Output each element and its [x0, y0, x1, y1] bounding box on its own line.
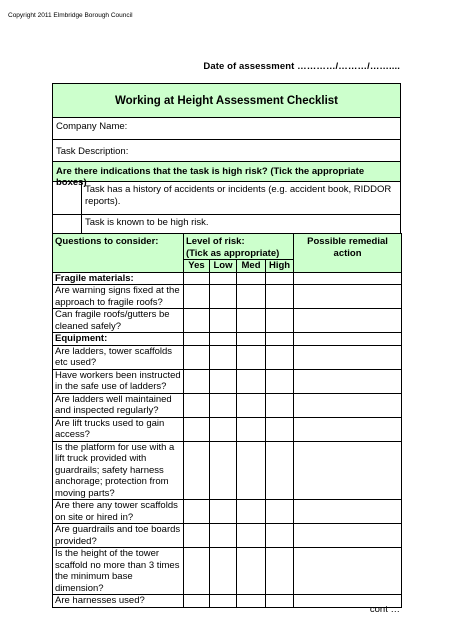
- low-tick-cell[interactable]: [210, 548, 237, 595]
- table-row: [53, 309, 402, 333]
- continued-note: cont …: [369, 604, 400, 615]
- section-heading: Equipment:: [53, 333, 184, 346]
- indicator-text: Task is known to be high risk.: [85, 217, 209, 228]
- question-text: Have workers been instructed in the safe use of ladders?: [53, 369, 184, 393]
- low-tick-cell[interactable]: [210, 595, 237, 608]
- task-info-box: [52, 117, 401, 235]
- med-tick-cell[interactable]: [237, 524, 266, 548]
- question-text: Are ladders well maintained and inspected regularly?: [53, 393, 184, 417]
- indicator-checkbox[interactable]: [53, 215, 82, 234]
- med-tick-cell[interactable]: [237, 441, 266, 500]
- blank-cell: [266, 272, 294, 285]
- low-tick-cell[interactable]: [210, 524, 237, 548]
- med-tick-cell[interactable]: [237, 309, 266, 333]
- remedial-action-cell[interactable]: [294, 345, 402, 369]
- task-description-field[interactable]: Task Description:: [53, 140, 400, 162]
- low-tick-cell[interactable]: [210, 369, 237, 393]
- table-row: [53, 417, 402, 441]
- section-row: [53, 333, 402, 346]
- remedial-action-header: Possible remedial action: [294, 234, 402, 273]
- indicator-checkbox[interactable]: [53, 182, 82, 214]
- company-name-field[interactable]: Company Name:: [53, 117, 400, 140]
- high-risk-question: Are there indications that the task is high risk? (Tick the appropriate boxes): [53, 162, 400, 182]
- remedial-action-cell[interactable]: [294, 500, 402, 524]
- blank-cell: [237, 272, 266, 285]
- question-text: Is the platform for use with a lift truck provided with guardrails; safety harness anchorage; protection from moving parts?: [53, 441, 184, 500]
- page-title: Working at Height Assessment Checklist: [52, 83, 401, 118]
- level-header-line1: Level of risk:: [186, 236, 245, 247]
- high-tick-cell[interactable]: [266, 548, 294, 595]
- table-row: [53, 548, 402, 595]
- remedial-action-cell[interactable]: [294, 524, 402, 548]
- high-tick-cell[interactable]: [266, 393, 294, 417]
- low-tick-cell[interactable]: [210, 345, 237, 369]
- blank-cell: [184, 333, 210, 346]
- table-row: [53, 441, 402, 500]
- table-row: [53, 393, 402, 417]
- table-row: [53, 345, 402, 369]
- questions-header: Questions to consider:: [53, 234, 184, 273]
- table-row: [53, 595, 402, 608]
- section-heading: Fragile materials:: [53, 272, 184, 285]
- yes-tick-cell[interactable]: [184, 595, 210, 608]
- copyright-notice: Copyright 2011 Elmbridge Borough Council: [8, 12, 133, 19]
- blank-cell: [237, 333, 266, 346]
- yes-tick-cell[interactable]: [184, 369, 210, 393]
- high-tick-cell[interactable]: [266, 417, 294, 441]
- med-tick-cell[interactable]: [237, 393, 266, 417]
- yes-tick-cell[interactable]: [184, 285, 210, 309]
- remedial-action-cell[interactable]: [294, 441, 402, 500]
- remedial-action-cell[interactable]: [294, 369, 402, 393]
- med-tick-cell[interactable]: [237, 548, 266, 595]
- med-tick-cell[interactable]: [237, 500, 266, 524]
- indicator-row: [53, 182, 400, 215]
- high-tick-cell[interactable]: [266, 500, 294, 524]
- table-row: [53, 500, 402, 524]
- high-tick-cell[interactable]: [266, 285, 294, 309]
- blank-cell: [184, 272, 210, 285]
- yes-tick-cell[interactable]: [184, 500, 210, 524]
- low-tick-cell[interactable]: [210, 417, 237, 441]
- blank-cell: [210, 272, 237, 285]
- blank-cell: [266, 333, 294, 346]
- question-text: Is the height of the tower scaffold no more than 3 times the minimum base dimension?: [53, 548, 184, 595]
- high-tick-cell[interactable]: [266, 309, 294, 333]
- remedial-action-cell[interactable]: [294, 548, 402, 595]
- question-text: Are lift trucks used to gain access?: [53, 417, 184, 441]
- section-row: [53, 272, 402, 285]
- indicator-row: [53, 215, 400, 234]
- blank-cell: [210, 333, 237, 346]
- remedial-action-cell[interactable]: [294, 417, 402, 441]
- question-text: Are ladders, tower scaffolds etc used?: [53, 345, 184, 369]
- question-text: Are guardrails and toe boards provided?: [53, 524, 184, 548]
- table-row: [53, 524, 402, 548]
- level-high-header: High: [266, 260, 294, 273]
- risk-checklist-table: [52, 233, 402, 608]
- level-yes-header: Yes: [184, 260, 210, 273]
- yes-tick-cell[interactable]: [184, 524, 210, 548]
- med-tick-cell[interactable]: [237, 345, 266, 369]
- med-tick-cell[interactable]: [237, 369, 266, 393]
- question-text: Are harnesses used?: [53, 595, 184, 608]
- med-tick-cell[interactable]: [237, 595, 266, 608]
- level-low-header: Low: [210, 260, 237, 273]
- yes-tick-cell[interactable]: [184, 393, 210, 417]
- high-tick-cell[interactable]: [266, 524, 294, 548]
- indicator-text: Task has a history of accidents or incidents (e.g. accident book, RIDDOR reports).: [85, 184, 392, 207]
- high-tick-cell[interactable]: [266, 369, 294, 393]
- table-row: [53, 369, 402, 393]
- yes-tick-cell[interactable]: [184, 309, 210, 333]
- remedial-action-cell[interactable]: [294, 309, 402, 333]
- question-text: Can fragile roofs/gutters be cleaned safely?: [53, 309, 184, 333]
- date-of-assessment: Date of assessment …………/………/……....: [203, 61, 400, 72]
- yes-tick-cell[interactable]: [184, 441, 210, 500]
- low-tick-cell[interactable]: [210, 309, 237, 333]
- low-tick-cell[interactable]: [210, 441, 237, 500]
- level-of-risk-header: [184, 234, 294, 260]
- question-text: Are warning signs fixed at the approach to fragile roofs?: [53, 285, 184, 309]
- low-tick-cell[interactable]: [210, 285, 237, 309]
- yes-tick-cell[interactable]: [184, 417, 210, 441]
- remedial-action-cell[interactable]: [294, 285, 402, 309]
- med-tick-cell[interactable]: [237, 285, 266, 309]
- high-tick-cell[interactable]: [266, 345, 294, 369]
- high-tick-cell[interactable]: [266, 595, 294, 608]
- table-row: [53, 285, 402, 309]
- blank-cell: [294, 333, 402, 346]
- med-tick-cell[interactable]: [237, 417, 266, 441]
- yes-tick-cell[interactable]: [184, 548, 210, 595]
- remedial-action-cell[interactable]: [294, 393, 402, 417]
- low-tick-cell[interactable]: [210, 393, 237, 417]
- level-med-header: Med: [237, 260, 266, 273]
- low-tick-cell[interactable]: [210, 500, 237, 524]
- question-text: Are there any tower scaffolds on site or hired in?: [53, 500, 184, 524]
- blank-cell: [294, 272, 402, 285]
- level-header-line2: (Tick as appropriate): [186, 247, 280, 259]
- yes-tick-cell[interactable]: [184, 345, 210, 369]
- high-tick-cell[interactable]: [266, 441, 294, 500]
